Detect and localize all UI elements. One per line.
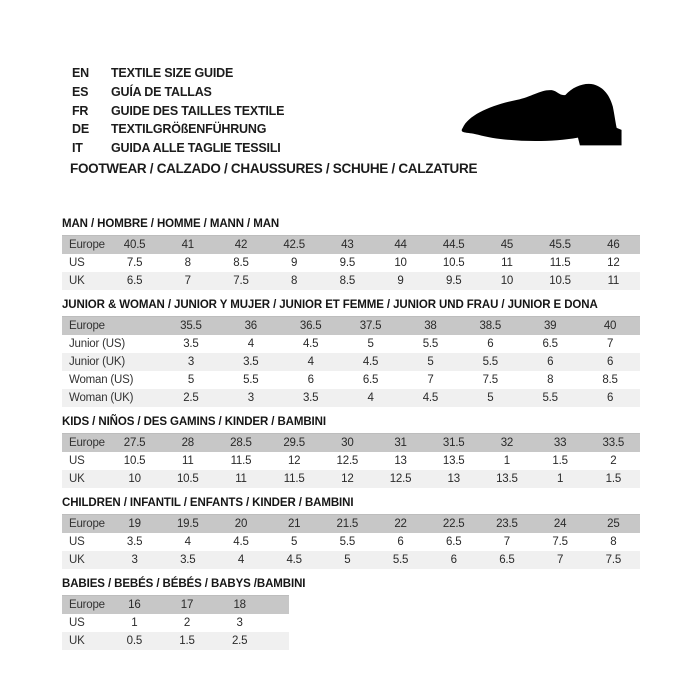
table-row — [62, 614, 289, 632]
size-cell: 9 — [291, 257, 298, 269]
size-cell: 12 — [321, 470, 374, 488]
size-cell: 44 — [374, 236, 427, 255]
size-cell: 18 — [213, 596, 266, 615]
size-cell: 7 — [534, 551, 587, 569]
size-cell: 5.5 — [520, 389, 580, 407]
size-cell: 6 — [580, 353, 640, 371]
language-code: EN — [72, 66, 89, 81]
size-cell: 1 — [503, 455, 510, 467]
size-table — [62, 316, 640, 407]
row-label-cell: Europe — [62, 434, 108, 453]
size-cell: 7 — [503, 536, 510, 548]
language-row — [72, 120, 284, 139]
row-label-cell: Europe — [62, 515, 108, 534]
size-cell: 17 — [161, 596, 214, 615]
size-cell: 27.5 — [108, 434, 161, 453]
size-cell: 3 — [161, 353, 221, 371]
row-label-cell: UK — [62, 632, 108, 650]
language-name: GUIDE DES TAILLES TEXTILE — [111, 103, 285, 118]
size-cell: 7 — [606, 338, 614, 350]
size-cell: 7.5 — [482, 374, 498, 386]
size-section — [62, 416, 640, 488]
size-cell: 6 — [520, 353, 580, 371]
size-table — [62, 514, 640, 569]
row-label-cell: Woman (UK) — [62, 389, 161, 407]
size-cell: 37.5 — [341, 317, 401, 336]
language-row — [72, 64, 284, 83]
size-table — [62, 433, 640, 488]
table-row — [62, 533, 640, 551]
size-cell: 4.5 — [401, 389, 461, 407]
size-cell: 24 — [534, 515, 587, 534]
size-cell: 4.5 — [233, 536, 249, 548]
size-cell: 4 — [281, 353, 341, 371]
size-cell: 11 — [214, 470, 267, 488]
table-row — [62, 389, 640, 407]
size-cell: 45 — [480, 236, 533, 255]
size-cell: 12 — [287, 455, 301, 467]
size-cell: 6.5 — [362, 374, 379, 386]
size-cell: 6 — [307, 374, 314, 386]
size-cell: 32 — [480, 434, 533, 453]
size-section — [62, 497, 640, 569]
size-cell: 13.5 — [442, 455, 465, 467]
section-title: KIDS / NIÑOS / DES GAMINS / KINDER / BAMBINI — [62, 416, 326, 428]
size-cell: 5 — [367, 338, 374, 350]
size-cell: 6 — [427, 551, 480, 569]
table-row — [62, 551, 640, 569]
size-cell: 28.5 — [214, 434, 267, 453]
row-label-cell: Woman (US) — [69, 374, 134, 386]
language-code: ES — [72, 85, 89, 100]
size-cell: 1.5 — [161, 632, 214, 650]
size-cell: 38 — [401, 317, 461, 336]
table-row — [62, 236, 640, 255]
size-cell: 1.5 — [587, 470, 640, 488]
size-cell: 6 — [580, 389, 640, 407]
size-cell: 5.5 — [339, 536, 356, 548]
size-cell: 20 — [214, 515, 267, 534]
language-code: FR — [72, 103, 89, 118]
size-cell: 43 — [321, 236, 374, 255]
size-cell: 12 — [607, 257, 620, 269]
language-code: IT — [72, 141, 83, 156]
size-cell: 11.5 — [549, 257, 571, 269]
size-tables — [62, 218, 640, 659]
row-label-cell: UK — [62, 470, 108, 488]
size-cell: 5.5 — [243, 374, 259, 386]
size-cell: 5 — [291, 536, 298, 548]
size-cell: 2 — [183, 617, 191, 629]
size-cell: 28 — [161, 434, 214, 453]
size-cell: 4 — [214, 551, 267, 569]
language-name: TEXTILGRÖßENFÜHRUNG — [111, 122, 267, 137]
size-cell: 36 — [221, 317, 281, 336]
size-cell: 1 — [534, 470, 587, 488]
size-cell: 41 — [161, 236, 214, 255]
size-cell: 7.5 — [214, 272, 267, 290]
size-cell: 3 — [236, 617, 243, 629]
size-cell: 5.5 — [460, 353, 520, 371]
size-cell: 30 — [321, 434, 374, 453]
size-cell: 8 — [610, 536, 617, 548]
size-cell: 1.5 — [552, 455, 568, 467]
table-row — [62, 254, 640, 272]
size-cell: 10 — [394, 257, 407, 269]
table-row — [62, 317, 640, 336]
size-cell: 31.5 — [427, 434, 480, 453]
size-cell: 1 — [131, 617, 138, 629]
table-row — [62, 470, 640, 488]
table-row — [62, 353, 640, 371]
size-cell: 9.5 — [339, 257, 356, 269]
language-name: TEXTILE SIZE GUIDE — [111, 66, 234, 81]
size-cell: 12.5 — [374, 470, 427, 488]
size-cell: 3.5 — [161, 551, 214, 569]
language-row — [72, 83, 284, 102]
spacer-cell — [266, 632, 289, 650]
size-cell: 35.5 — [161, 317, 221, 336]
size-cell: 4 — [247, 338, 254, 350]
size-cell: 45.5 — [534, 236, 587, 255]
size-cell: 31 — [374, 434, 427, 453]
size-cell: 6 — [397, 536, 404, 548]
size-cell: 38.5 — [460, 317, 520, 336]
size-cell: 5.5 — [374, 551, 427, 569]
language-name: GUIDA ALLE TAGLIE TESSILI — [111, 141, 281, 156]
section-title: MAN / HOMBRE / HOMME / MANN / MAN — [62, 218, 280, 230]
row-label-cell: Junior (US) — [69, 338, 125, 350]
size-cell: 10.5 — [442, 257, 465, 269]
size-cell: 9 — [374, 272, 427, 290]
size-section — [62, 578, 640, 650]
row-label-cell: UK — [62, 551, 108, 569]
size-cell: 3.5 — [221, 353, 281, 371]
size-cell: 3 — [108, 551, 161, 569]
size-cell: 6.5 — [108, 272, 161, 290]
language-code: DE — [72, 122, 89, 137]
section-title: BABIES / BEBÉS / BÉBÉS / BABYS /BAMBINI — [62, 578, 306, 590]
language-row — [72, 101, 284, 120]
spacer-cell — [266, 596, 289, 615]
size-cell: 4 — [341, 389, 401, 407]
row-label-cell: US — [69, 257, 85, 269]
size-cell: 0.5 — [108, 632, 161, 650]
size-cell: 40 — [580, 317, 640, 336]
size-cell: 10 — [480, 272, 533, 290]
size-cell: 46 — [587, 236, 640, 255]
size-cell: 3 — [221, 389, 281, 407]
row-label-cell: Europe — [62, 596, 108, 615]
size-cell: 11 — [587, 272, 640, 290]
size-cell: 42 — [214, 236, 267, 255]
size-cell: 2 — [610, 455, 617, 467]
size-cell: 36.5 — [281, 317, 341, 336]
size-cell: 5 — [321, 551, 374, 569]
table-row — [62, 272, 640, 290]
size-cell: 8 — [547, 374, 554, 386]
table-row — [62, 371, 640, 389]
size-cell: 5.5 — [422, 338, 439, 350]
size-cell: 22 — [374, 515, 427, 534]
size-cell: 6.5 — [446, 536, 462, 548]
size-cell: 11.5 — [268, 470, 321, 488]
row-label-cell: Junior (UK) — [62, 353, 161, 371]
size-cell: 13.5 — [480, 470, 533, 488]
size-cell: 5 — [460, 389, 520, 407]
language-name: GUÍA DE TALLAS — [111, 85, 212, 100]
size-cell: 10.5 — [161, 470, 214, 488]
table-row — [62, 452, 640, 470]
row-label-cell: US — [69, 536, 85, 548]
size-cell: 7 — [427, 374, 434, 386]
language-row — [72, 139, 284, 158]
size-table — [62, 595, 289, 650]
size-cell: 4.5 — [302, 338, 319, 350]
size-section — [62, 299, 640, 407]
size-cell: 7 — [161, 272, 214, 290]
size-cell: 8 — [268, 272, 321, 290]
size-cell: 16 — [108, 596, 161, 615]
language-list — [72, 64, 284, 157]
size-cell: 3.5 — [126, 536, 143, 548]
size-cell: 11 — [501, 257, 513, 269]
row-label-cell: US — [69, 455, 85, 467]
table-row — [62, 632, 289, 650]
row-label-cell: Europe — [62, 317, 161, 336]
size-cell: 9.5 — [427, 272, 480, 290]
size-cell: 6.5 — [480, 551, 533, 569]
size-cell: 23.5 — [480, 515, 533, 534]
size-cell: 29.5 — [268, 434, 321, 453]
size-cell: 7.5 — [552, 536, 568, 548]
section-title: CHILDREN / INFANTIL / ENFANTS / KINDER / BAMBINI — [62, 497, 354, 509]
size-cell: 4.5 — [341, 353, 401, 371]
size-cell: 21 — [268, 515, 321, 534]
size-cell: 19.5 — [161, 515, 214, 534]
size-cell: 33.5 — [587, 434, 640, 453]
size-cell: 4.5 — [268, 551, 321, 569]
row-label-cell: US — [69, 617, 85, 629]
size-cell: 8.5 — [233, 257, 249, 269]
table-row — [62, 335, 640, 353]
size-cell: 3.5 — [183, 338, 199, 350]
size-cell: 2.5 — [161, 389, 221, 407]
size-cell: 13 — [394, 455, 407, 467]
size-cell: 6 — [487, 338, 494, 350]
size-cell: 10.5 — [534, 272, 587, 290]
size-table — [62, 235, 640, 290]
size-cell: 21.5 — [321, 515, 374, 534]
size-cell: 5 — [187, 374, 195, 386]
size-section — [62, 218, 640, 290]
size-cell: 2.5 — [213, 632, 266, 650]
size-cell: 7.5 — [126, 257, 143, 269]
size-cell: 10.5 — [123, 455, 146, 467]
size-cell: 10 — [108, 470, 161, 488]
shoe-icon — [442, 64, 650, 156]
size-cell: 8.5 — [602, 374, 618, 386]
table-row — [62, 434, 640, 453]
table-row — [62, 596, 289, 615]
size-cell: 4 — [184, 536, 191, 548]
size-cell: 11.5 — [230, 455, 252, 467]
size-cell: 6.5 — [542, 338, 558, 350]
size-cell: 42.5 — [268, 236, 321, 255]
size-cell: 39 — [520, 317, 580, 336]
size-cell: 8.5 — [321, 272, 374, 290]
size-cell: 25 — [587, 515, 640, 534]
size-cell: 8 — [184, 257, 191, 269]
size-cell: 33 — [534, 434, 587, 453]
size-cell: 12.5 — [336, 455, 359, 467]
row-label-cell: UK — [62, 272, 108, 290]
size-cell: 13 — [427, 470, 480, 488]
category-title: FOOTWEAR / CALZADO / CHAUSSURES / SCHUHE / CALZATURE — [70, 161, 478, 176]
spacer-cell — [266, 614, 289, 632]
row-label-cell: Europe — [62, 236, 108, 255]
size-cell: 19 — [108, 515, 161, 534]
size-cell: 3.5 — [281, 389, 341, 407]
size-cell: 22.5 — [427, 515, 480, 534]
size-cell: 11 — [182, 455, 194, 467]
size-cell: 44.5 — [427, 236, 480, 255]
size-cell: 7.5 — [587, 551, 640, 569]
size-cell: 40.5 — [108, 236, 161, 255]
size-cell: 5 — [401, 353, 461, 371]
section-title: JUNIOR & WOMAN / JUNIOR Y MUJER / JUNIOR ET FEMME / JUNIOR UND FRAU / JUNIOR E DONA — [62, 299, 598, 311]
table-row — [62, 515, 640, 534]
